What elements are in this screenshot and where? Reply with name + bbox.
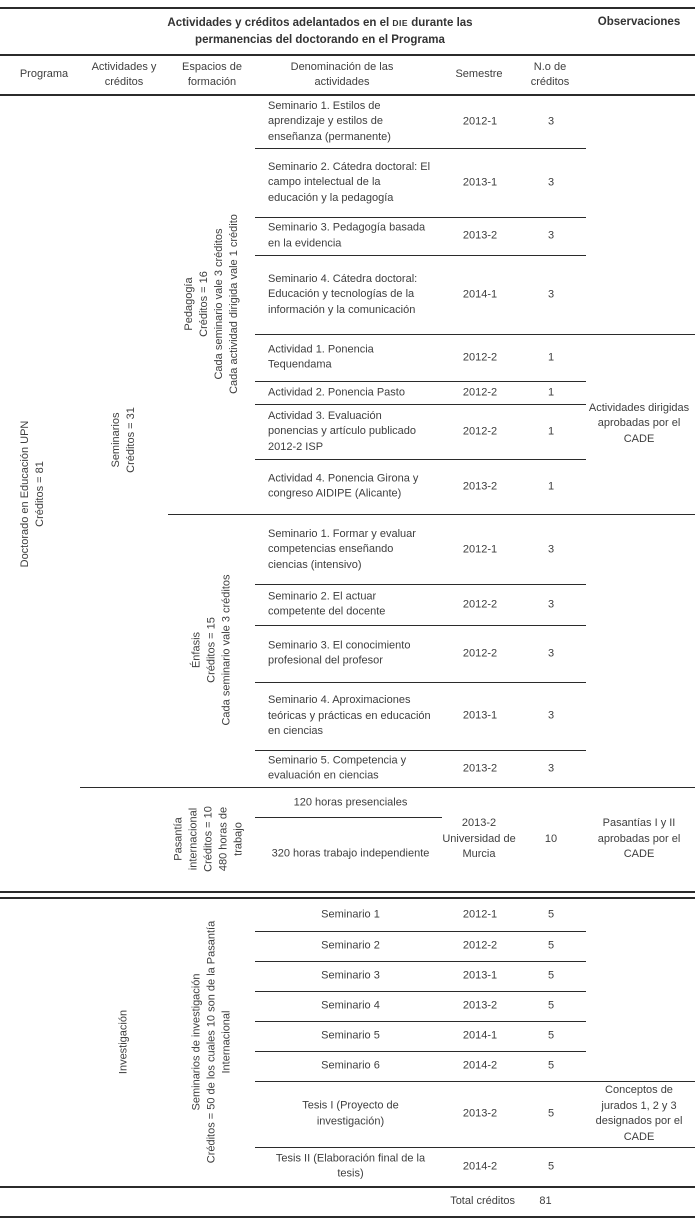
credits-cell: 1 bbox=[547, 479, 555, 492]
title-acronym: DIE bbox=[392, 18, 409, 28]
activity-name-cell: Tesis I (Proyecto de investigación) bbox=[302, 1099, 399, 1127]
title-pre: Actividades y créditos adelantados en el bbox=[167, 17, 393, 29]
table-row bbox=[255, 515, 586, 585]
semester-cell: 2012-2 bbox=[462, 646, 498, 659]
programa-label-line: Créditos = 81 bbox=[34, 461, 46, 527]
table-row bbox=[255, 682, 586, 751]
activity-name-cell: Seminario 4. Aproximaciones teóricas y prácticas en educación en ciencias bbox=[268, 693, 431, 737]
semester-cell: 2012-2 bbox=[462, 350, 498, 363]
credits-cell: 3 bbox=[547, 709, 555, 722]
observation-cell: Conceptos de jurados 1, 2 y 3 designados por el CADE bbox=[595, 1084, 683, 1143]
table-row bbox=[255, 931, 586, 962]
espacio-label-line: 480 horas de bbox=[217, 806, 230, 872]
table-row bbox=[255, 255, 586, 334]
espacio-label-line: Internacional bbox=[220, 1010, 233, 1074]
semester-cell: 2012-2 bbox=[462, 597, 498, 610]
table-row bbox=[255, 584, 586, 626]
espacio-label-pedagogia bbox=[182, 214, 242, 394]
credits-cell: 5 bbox=[547, 908, 555, 921]
espacio-label-line: Pasantía bbox=[172, 817, 185, 861]
rule-top bbox=[0, 7, 695, 9]
espacio-label-line: Cada seminario vale 3 créditos bbox=[220, 574, 233, 726]
semester-cell: 2013-2 bbox=[462, 999, 498, 1012]
group-label-investigacion bbox=[117, 1010, 132, 1074]
table-row bbox=[255, 991, 586, 1022]
semester-cell: 2013-1 bbox=[462, 709, 498, 722]
credits-cell: 5 bbox=[547, 1159, 555, 1172]
activity-name-cell: Actividad 2. Ponencia Pasto bbox=[268, 385, 405, 398]
activity-name-cell: 320 horas trabajo independiente bbox=[271, 847, 430, 860]
espacio-label-line: internacional bbox=[187, 807, 200, 871]
activity-name-cell: Seminario 2. El actuar competente del docente bbox=[268, 590, 386, 618]
credits-cell: 3 bbox=[547, 542, 555, 555]
observation-cell: Actividades dirigidas aprobadas por el CADE bbox=[588, 401, 690, 445]
activity-name-cell: Seminario 1. Formar y evaluar competencias enseñando ciencias (intensivo) bbox=[268, 527, 416, 571]
column-header-espacios: Espacios de formación bbox=[182, 60, 242, 88]
activity-name-cell: Actividad 1. Ponencia Tequendama bbox=[268, 343, 374, 371]
table-title bbox=[80, 15, 560, 49]
total-credits-label: Total créditos bbox=[450, 1194, 515, 1207]
table-row bbox=[255, 1081, 586, 1147]
table-row bbox=[255, 750, 586, 787]
espacio-label-line: Créditos = 50 de los cuales 10 son de la Pasantía bbox=[205, 920, 218, 1164]
semester-cell: 2013-2 bbox=[462, 479, 498, 492]
semester-cell: 2012-1 bbox=[462, 542, 498, 555]
table-row bbox=[255, 961, 586, 992]
table-row bbox=[255, 1051, 586, 1081]
total-credits-value: 81 bbox=[539, 1194, 552, 1207]
rule-above-total bbox=[0, 1186, 695, 1188]
espacio-label-enfasis bbox=[190, 574, 235, 725]
activity-name-cell: Seminario 1 bbox=[321, 908, 380, 921]
activity-name-cell: Seminario 1. Estilos de aprendizaje y estilos de enseñanza (permanente) bbox=[268, 99, 391, 143]
credits-cell: 3 bbox=[547, 761, 555, 774]
activity-name-cell: Seminario 4 bbox=[321, 999, 380, 1012]
column-header-programa: Programa bbox=[19, 68, 69, 81]
credits-cell: 3 bbox=[547, 114, 555, 127]
semester-cell: 2012-2 bbox=[462, 385, 498, 398]
semester-cell: 2013-2 bbox=[462, 1107, 498, 1120]
table-row bbox=[255, 625, 586, 683]
credits-cell: 5 bbox=[547, 969, 555, 982]
semester-cell: 2012-1 bbox=[462, 908, 498, 921]
programa-label-line: Doctorado en Educación UPN bbox=[19, 420, 31, 568]
rule-double-top bbox=[0, 891, 695, 893]
credits-cell: 5 bbox=[547, 1059, 555, 1072]
credits-cell: 5 bbox=[547, 1029, 555, 1042]
activity-name-cell: Seminario 6 bbox=[321, 1059, 380, 1072]
credits-cell: 1 bbox=[547, 385, 555, 398]
espacio-label-line: Créditos = 16 bbox=[198, 271, 210, 337]
semester-cell: 2014-2 bbox=[462, 1159, 498, 1172]
semester-cell: 2012-2 bbox=[462, 939, 498, 952]
activity-name-cell: Seminario 4. Cátedra doctoral: Educación y tecnologías de la información y la comunicación bbox=[268, 272, 418, 316]
espacio-label-line: Créditos = 15 bbox=[205, 617, 218, 683]
activity-name-cell: Actividad 4. Ponencia Girona y congreso AIDIPE (Alicante) bbox=[268, 472, 419, 500]
semester-cell: 2013-2 bbox=[462, 229, 498, 242]
credits-cell: 3 bbox=[547, 287, 555, 300]
credits-cell: 3 bbox=[547, 597, 555, 610]
table-row bbox=[255, 1021, 586, 1052]
credits-cell: 5 bbox=[547, 999, 555, 1012]
espacio-label-line: Créditos = 10 bbox=[202, 806, 215, 872]
column-header-actividades: Actividades y créditos bbox=[91, 60, 157, 88]
table-title-line1 bbox=[167, 17, 472, 29]
activity-name-cell: Seminario 2 bbox=[321, 939, 380, 952]
semester-cell: 2013-2 Universidad de Murcia bbox=[442, 817, 516, 861]
programa-label bbox=[18, 421, 48, 568]
group-label-line: Investigación bbox=[117, 1009, 130, 1075]
column-header-denominacion: Denominación de las actividades bbox=[290, 60, 394, 88]
espacio-label-pasantia bbox=[172, 806, 247, 872]
espacio-label-seminarios-investigacion bbox=[190, 921, 235, 1163]
semester-cell: 2012-2 bbox=[462, 424, 498, 437]
semester-cell: 2012-1 bbox=[462, 114, 498, 127]
activity-name-cell: Seminario 5 bbox=[321, 1029, 380, 1042]
column-header-creditos: N.o de créditos bbox=[530, 60, 570, 88]
activity-name-cell: Seminario 3 bbox=[321, 969, 380, 982]
table-row bbox=[255, 404, 586, 460]
group-label-line: Seminarios bbox=[110, 412, 122, 468]
espacio-label-line: Cada seminario vale 3 créditos bbox=[213, 228, 225, 380]
table-row bbox=[255, 381, 586, 405]
table-row bbox=[255, 148, 586, 218]
activity-name-cell: 120 horas presenciales bbox=[293, 795, 408, 808]
credits-cell: 5 bbox=[547, 1107, 555, 1120]
column-header-semestre: Semestre bbox=[455, 68, 503, 81]
group-label-line: Créditos = 31 bbox=[125, 407, 137, 473]
table-title-line2: permanencias del doctorando en el Programa bbox=[195, 34, 445, 46]
activity-name-cell: Seminario 3. Pedagogía basada en la evidencia bbox=[268, 221, 426, 249]
credits-cell: 1 bbox=[547, 350, 555, 363]
semester-cell: 2014-1 bbox=[462, 1029, 498, 1042]
table-row bbox=[255, 459, 586, 514]
espacio-label-line: Pedagogía bbox=[183, 277, 195, 331]
semester-cell: 2014-1 bbox=[462, 287, 498, 300]
table-row bbox=[255, 217, 586, 256]
semester-cell: 2013-2 bbox=[462, 761, 498, 774]
title-post: durante las bbox=[408, 17, 473, 29]
espacio-label-line: Cada actividad dirigida vale 1 crédito bbox=[228, 214, 240, 394]
observation-cell: Pasantías I y II aprobadas por el CADE bbox=[597, 817, 681, 861]
credits-cell: 10 bbox=[544, 832, 558, 845]
table-row bbox=[255, 899, 586, 932]
column-header-observaciones: Observaciones bbox=[597, 16, 681, 28]
activity-name-cell: Actividad 3. Evaluación ponencias y artículo publicado 2012-2 ISP bbox=[268, 409, 416, 453]
semester-cell: 2013-1 bbox=[462, 969, 498, 982]
credits-cell: 1 bbox=[547, 424, 555, 437]
activity-name-cell: Tesis II (Elaboración final de la tesis) bbox=[275, 1152, 426, 1180]
activity-name-cell: Seminario 3. El conocimiento profesional del profesor bbox=[268, 639, 411, 667]
group-label-seminarios bbox=[109, 407, 139, 473]
credits-cell: 3 bbox=[547, 175, 555, 188]
credits-cell: 5 bbox=[547, 939, 555, 952]
activity-name-cell: Seminario 5. Competencia y evaluación en ciencias bbox=[268, 754, 407, 782]
table-row bbox=[255, 1147, 586, 1186]
table-row bbox=[255, 334, 586, 382]
credits-cell: 3 bbox=[547, 646, 555, 659]
table-row bbox=[255, 95, 586, 149]
activity-name-cell: Seminario 2. Cátedra doctoral: El campo intelectual de la educación y la pedagogía bbox=[268, 160, 431, 204]
credits-cell: 3 bbox=[547, 229, 555, 242]
espacio-label-line: trabajo bbox=[232, 822, 245, 856]
semester-cell: 2014-2 bbox=[462, 1059, 498, 1072]
espacio-label-line: Énfasis bbox=[190, 631, 203, 669]
rule-bottom bbox=[0, 1216, 695, 1218]
espacio-label-line: Seminarios de investigación bbox=[190, 973, 203, 1111]
semester-cell: 2013-1 bbox=[462, 175, 498, 188]
